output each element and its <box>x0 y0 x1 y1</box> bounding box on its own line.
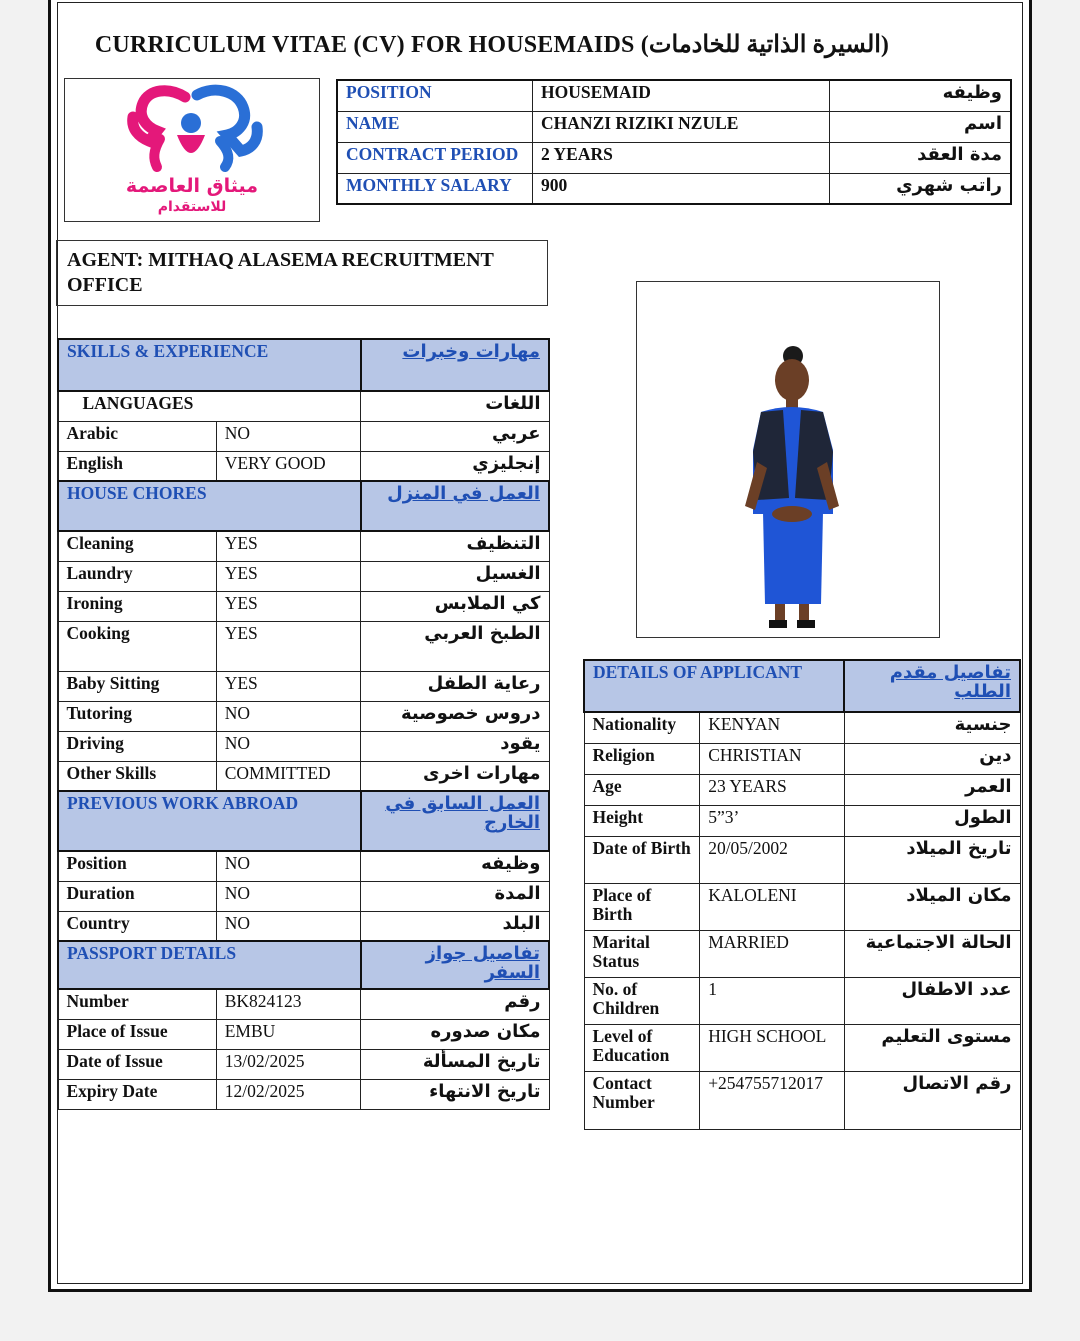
row-label: Cleaning <box>58 531 216 561</box>
header-label: POSITION <box>337 80 533 111</box>
table-row <box>58 701 549 731</box>
row-value: NO <box>216 421 361 451</box>
table-row <box>58 881 549 911</box>
applicant-label: Place of Birth <box>584 883 700 930</box>
applicant-label: Nationality <box>584 712 700 743</box>
position-table <box>336 79 1012 205</box>
applicant-value: 20/05/2002 <box>700 836 845 883</box>
applicant-label: Religion <box>584 743 700 774</box>
languages-label-ar: اللغات <box>361 391 549 421</box>
row-value: 13/02/2025 <box>216 1049 361 1079</box>
row-label: English <box>58 451 216 481</box>
section-title-ar: العمل السابق في الخارج <box>361 791 549 851</box>
applicant-value: HIGH SCHOOL <box>700 1024 845 1071</box>
row-value: VERY GOOD <box>216 451 361 481</box>
table-row <box>584 712 1020 743</box>
row-label-ar: مهارات اخرى <box>361 761 549 791</box>
logo-arabic-name: ميثاق العاصمة <box>125 175 259 197</box>
table-row <box>58 851 549 881</box>
row-label: Date of Issue <box>58 1049 216 1079</box>
row-label-ar: تاريخ الانتهاء <box>361 1079 549 1109</box>
section-title: PASSPORT DETAILS <box>58 941 361 989</box>
table-row <box>58 671 549 701</box>
header-label: MONTHLY SALARY <box>337 173 533 204</box>
table-row <box>584 977 1020 1024</box>
row-value: YES <box>216 621 361 671</box>
header-row <box>337 142 1011 173</box>
table-row <box>584 883 1020 930</box>
header-label-ar: راتب شهري <box>830 173 1011 204</box>
row-value: BK824123 <box>216 989 361 1019</box>
table-row <box>584 1071 1020 1129</box>
header-value: HOUSEMAID <box>533 80 830 111</box>
row-label: Cooking <box>58 621 216 671</box>
header-value: CHANZI RIZIKI NZULE <box>533 111 830 142</box>
row-label: Ironing <box>58 591 216 621</box>
row-label: Position <box>58 851 216 881</box>
row-value: NO <box>216 731 361 761</box>
table-row <box>584 774 1020 805</box>
applicant-label: Height <box>584 805 700 836</box>
table-row <box>58 731 549 761</box>
section-title-ar: تفاصيل مقدم الطلب <box>844 660 1020 712</box>
table-row <box>584 836 1020 883</box>
row-value: EMBU <box>216 1019 361 1049</box>
row-value: NO <box>216 851 361 881</box>
table-row <box>584 805 1020 836</box>
row-label: Other Skills <box>58 761 216 791</box>
table-row <box>58 1049 549 1079</box>
applicant-label-ar: دين <box>844 743 1020 774</box>
table-row <box>58 621 549 671</box>
row-label-ar: يقود <box>361 731 549 761</box>
row-label: Place of Issue <box>58 1019 216 1049</box>
languages-row <box>58 391 549 421</box>
row-label-ar: إنجليزي <box>361 451 549 481</box>
applicant-label: Marital Status <box>584 930 700 977</box>
applicant-value: 1 <box>700 977 845 1024</box>
header-label-ar: وظيفه <box>830 80 1011 111</box>
applicant-value: +254755712017 <box>700 1071 845 1129</box>
row-label: Baby Sitting <box>58 671 216 701</box>
applicant-label-ar: جنسية <box>844 712 1020 743</box>
applicant-label: Level of Education <box>584 1024 700 1071</box>
row-label-ar: رعاية الطفل <box>361 671 549 701</box>
table-row <box>584 743 1020 774</box>
section-header-applicant <box>584 660 1020 712</box>
row-label: Driving <box>58 731 216 761</box>
table-row <box>584 1024 1020 1071</box>
logo-arabic-subtitle: للاستقدام <box>157 199 227 215</box>
row-label-ar: البلد <box>361 911 549 941</box>
applicant-label: Date of Birth <box>584 836 700 883</box>
applicant-photo <box>636 281 940 638</box>
row-value: NO <box>216 881 361 911</box>
applicant-label-ar: الطول <box>844 805 1020 836</box>
applicant-label: Age <box>584 774 700 805</box>
header-value: 2 YEARS <box>533 142 830 173</box>
section-header-passport <box>58 941 549 989</box>
person-figure <box>637 282 938 636</box>
applicant-value: CHRISTIAN <box>700 743 845 774</box>
header-label: CONTRACT PERIOD <box>337 142 533 173</box>
row-value: COMMITTED <box>216 761 361 791</box>
applicant-label-ar: العمر <box>844 774 1020 805</box>
row-label: Country <box>58 911 216 941</box>
row-value: YES <box>216 561 361 591</box>
applicant-label-ar: رقم الاتصال <box>844 1071 1020 1129</box>
row-label-ar: مكان صدوره <box>361 1019 549 1049</box>
logo-icon <box>65 79 321 179</box>
row-label: Expiry Date <box>58 1079 216 1109</box>
row-label-ar: وظيفه <box>361 851 549 881</box>
row-label: Duration <box>58 881 216 911</box>
applicant-value: 5”3’ <box>700 805 845 836</box>
applicant-value: KENYAN <box>700 712 845 743</box>
applicant-value: 23 YEARS <box>700 774 845 805</box>
row-label-ar: الطبخ العربي <box>361 621 549 671</box>
section-title: SKILLS & EXPERIENCE <box>58 339 361 391</box>
table-row <box>58 421 549 451</box>
row-label-ar: رقم <box>361 989 549 1019</box>
applicant-table <box>583 659 1021 1130</box>
applicant-label-ar: مكان الميلاد <box>844 883 1020 930</box>
section-header-skills <box>58 339 549 391</box>
header-row <box>337 111 1011 142</box>
row-value: YES <box>216 591 361 621</box>
applicant-value: KALOLENI <box>700 883 845 930</box>
languages-label: LANGUAGES <box>58 391 361 421</box>
table-row <box>58 561 549 591</box>
header-label-ar: مدة العقد <box>830 142 1011 173</box>
applicant-label: No. of Children <box>584 977 700 1024</box>
row-label-ar: الغسيل <box>361 561 549 591</box>
applicant-value: MARRIED <box>700 930 845 977</box>
row-value: YES <box>216 671 361 701</box>
header-label-ar: اسم <box>830 111 1011 142</box>
header-row <box>337 80 1011 111</box>
section-title-ar: العمل في المنزل <box>361 481 549 531</box>
applicant-label-ar: تاريخ الميلاد <box>844 836 1020 883</box>
section-header-work_abroad <box>58 791 549 851</box>
table-row <box>58 989 549 1019</box>
table-row <box>58 531 549 561</box>
skills-table <box>57 338 550 1110</box>
row-value: NO <box>216 701 361 731</box>
row-label-ar: تاريخ المسألة <box>361 1049 549 1079</box>
table-row <box>584 930 1020 977</box>
row-label: Arabic <box>58 421 216 451</box>
applicant-label-ar: مستوى التعليم <box>844 1024 1020 1071</box>
header-row <box>337 173 1011 204</box>
row-label-ar: التنظيف <box>361 531 549 561</box>
section-title: HOUSE CHORES <box>58 481 361 531</box>
applicant-label: Contact Number <box>584 1071 700 1129</box>
header-value: 900 <box>533 173 830 204</box>
table-row <box>58 761 549 791</box>
row-value: 12/02/2025 <box>216 1079 361 1109</box>
section-title-ar: مهارات وخبرات <box>361 339 549 391</box>
row-value: YES <box>216 531 361 561</box>
table-row <box>58 451 549 481</box>
table-row <box>58 1079 549 1109</box>
row-value: NO <box>216 911 361 941</box>
applicant-label-ar: الحالة الاجتماعية <box>844 930 1020 977</box>
section-title-ar: تفاصيل جواز السفر <box>361 941 549 989</box>
table-row <box>58 911 549 941</box>
row-label-ar: دروس خصوصية <box>361 701 549 731</box>
agent-box: AGENT: MITHAQ ALASEMA RECRUITMENT OFFICE <box>56 240 548 306</box>
company-logo <box>64 78 320 222</box>
row-label-ar: المدة <box>361 881 549 911</box>
header-label: NAME <box>337 111 533 142</box>
table-row <box>58 591 549 621</box>
section-title: PREVIOUS WORK ABROAD <box>58 791 361 851</box>
table-row <box>58 1019 549 1049</box>
row-label: Number <box>58 989 216 1019</box>
row-label-ar: عربي <box>361 421 549 451</box>
applicant-label-ar: عدد الاطفال <box>844 977 1020 1024</box>
page-title: CURRICULUM VITAE (CV) FOR HOUSEMAIDS (السيرة الذاتية للخادمات) <box>94 32 890 58</box>
row-label-ar: كي الملابس <box>361 591 549 621</box>
section-header-chores <box>58 481 549 531</box>
row-label: Tutoring <box>58 701 216 731</box>
row-label: Laundry <box>58 561 216 591</box>
section-title: DETAILS OF APPLICANT <box>584 660 844 712</box>
